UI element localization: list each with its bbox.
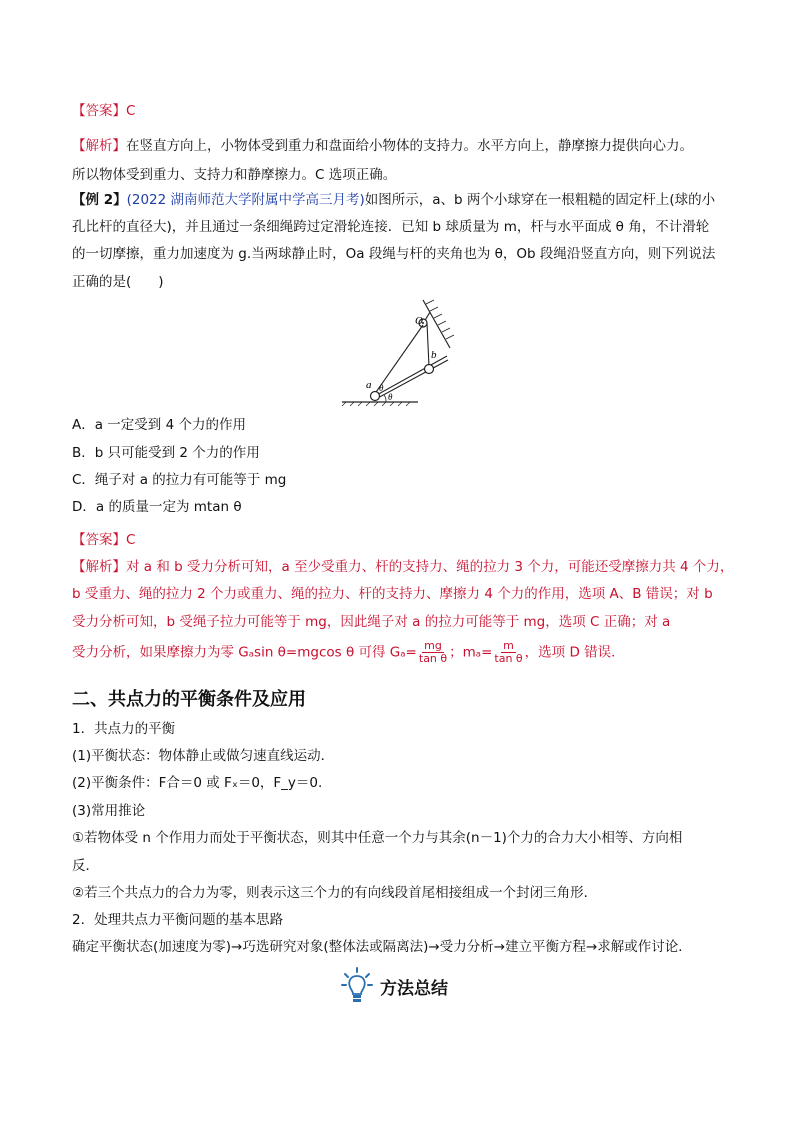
rope-ob xyxy=(427,323,429,367)
ball-b xyxy=(425,365,434,374)
label-theta-2: θ xyxy=(388,392,393,402)
option-a: A．a 一定受到 4 个力的作用 xyxy=(72,417,246,433)
option-d: D．a 的质量一定为 mtan θ xyxy=(72,499,242,515)
explanation-2-line-2: b 受重力、绳的拉力 2 个力或重力、绳的拉力、杆的支持力、摩擦力 4 个力的作用，选项 A、B 错误；对 b xyxy=(72,586,713,602)
label-a: a xyxy=(366,379,372,391)
answer-value: C xyxy=(126,103,136,119)
option-c: C．绳子对 a 的拉力有可能等于 mg xyxy=(72,472,287,488)
explanation-2-line-4: 受力分析，如果摩擦力为零 Gₐsin θ=mgcos θ 可得 Gₐ= $\frac{mg}{\text{tan θ}}$ ；mₐ= $\frac{m}{\text{tan θ}}$ ，选项 D 错误． xyxy=(72,639,625,665)
explanation-text: 对 a 和 b 受力分析可知，a 至少受重力、杆的支持力、绳的拉力 3 个力，可能还受摩擦力共 4 个力， xyxy=(126,559,734,575)
explanation-label: 【解析】 xyxy=(72,559,126,575)
explanation-1-line-1 xyxy=(72,136,693,156)
example-2-line-1 xyxy=(72,190,715,210)
explanation-text: 在竖直方向上，小物体受到重力和盘面给小物体的支持力。水平方向上，静摩擦力提供向心力。 xyxy=(126,138,693,154)
example-2-line-2: 孔比杆的直径大)，并且通过一条细绳跨过定滑轮连接．已知 b 球质量为 m，杆与水平面成 θ 角，不计滑轮 xyxy=(72,219,710,235)
body-line-6: 反． xyxy=(72,858,99,874)
example-2-line-3: 的一切摩擦，重力加速度为 g.当两球静止时，Oa 段绳与杆的夹角也为 θ，Ob 段绳沿竖直方向，则下列说法 xyxy=(72,246,716,262)
explanation-2-line-3: 受力分析可知，b 受绳子拉力可能等于 mg，因此绳子对 a 的拉力可能等于 mg，选项 C 正确；对 a xyxy=(72,614,671,630)
explanation-label: 【解析】 xyxy=(72,138,126,154)
physics-figure xyxy=(338,298,458,408)
body-line-8: 2．处理共点力平衡问题的基本思路 xyxy=(72,912,284,928)
body-line-9: 确定平衡状态(加速度为零)→巧选研究对象(整体法或隔离法)→受力分析→建立平衡方程→求解或作讨论． xyxy=(72,939,692,955)
answer-2 xyxy=(72,530,135,550)
ground-hatch xyxy=(342,402,410,406)
example-text: 如图所示，a、b 两个小球穿在一根粗糙的固定杆上(球的小 xyxy=(364,192,716,208)
method-summary xyxy=(340,966,448,1006)
answer-value: C xyxy=(126,532,136,548)
example-label: 【例 2】 xyxy=(72,192,127,208)
body-line-5: ①若物体受 n 个作用力而处于平衡状态，则其中任意一个力与其余(n－1)个力的合力大小相等、方向相 xyxy=(72,830,683,846)
explanation-1-line-2: 所以物体受到重力、支持力和静摩擦力。C 选项正确。 xyxy=(72,167,397,183)
example-2-line-4: 正确的是( ) xyxy=(72,274,164,290)
section-heading: 二、共点力的平衡条件及应用 xyxy=(72,689,306,710)
explanation-2-line-1 xyxy=(72,557,733,577)
label-theta-1: θ xyxy=(379,383,384,393)
lightbulb-icon xyxy=(340,966,374,1006)
answer-label: 【答案】 xyxy=(72,532,126,548)
answer-1 xyxy=(72,101,135,121)
option-b: B．b 只可能受到 2 个力的作用 xyxy=(72,445,260,461)
method-label: 方法总结 xyxy=(380,978,448,999)
label-O: O xyxy=(415,315,423,327)
fraction-ga: $\frac{mg}{\text{tan θ}}$ xyxy=(418,639,448,665)
body-line-7: ②若三个共点力的合力为零，则表示这三个力的有向线段首尾相接组成一个封闭三角形． xyxy=(72,885,598,901)
fraction-ma: $\frac{m}{\text{tan θ}}$ xyxy=(494,639,523,665)
wall-hatch xyxy=(426,300,454,339)
body-line-1: 1．共点力的平衡 xyxy=(72,721,176,737)
example-source: (2022 湖南师范大学附属中学高三月考) xyxy=(126,192,365,208)
body-line-3: (2)平衡条件：F合＝0 或 Fₓ＝0，F_y＝0. xyxy=(72,775,323,791)
answer-label: 【答案】 xyxy=(72,103,126,119)
body-line-4: (3)常用推论 xyxy=(72,803,146,819)
label-b: b xyxy=(431,349,437,361)
body-line-2: (1)平衡状态：物体静止或做匀速直线运动． xyxy=(72,748,335,764)
